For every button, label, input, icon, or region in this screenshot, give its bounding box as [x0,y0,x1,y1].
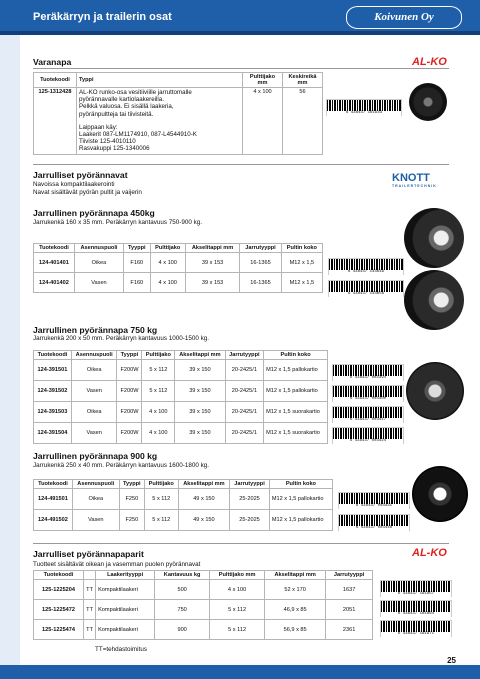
col-header: Asennuspuoli [72,480,119,489]
barcode: 6 438437 003424 [332,427,404,444]
table-row: 124-391501 Oikea F200W 5 x 112 39 x 150 20-2425/1 M12 x 1,5 pallokartio [34,360,328,381]
col-header: Asennuspuoli [71,351,117,360]
col-header: Keskireikä mm [283,73,323,88]
col-header: Jarrutyyppi [326,571,373,580]
col-header: Kantavuus kg [155,571,210,580]
col-header: Tyyppi [119,480,144,489]
alko-logo: AL-KO [412,547,447,559]
keskireika: 56 [283,88,323,155]
divider [33,164,449,165]
product-code: 125-1312428 [34,88,77,155]
col-header: Asennuspuoli [74,244,123,253]
desc-line: Tiiviste 125-4010110 [79,138,136,146]
footnote: TT=tehdastoimitus [95,646,147,653]
pulttijako: 4 x 100 [243,88,283,155]
col-header: Tuotekoodi [34,244,75,253]
col-header: Tuotekoodi [34,351,72,360]
col-header: Tyyppi [124,244,151,253]
n750-table [33,350,328,444]
table-row: 125-1225474 TT Kompaktilaakeri 900 5 x 112 56,9 x 85 2361 [34,620,373,640]
col-header: Laakerityyppi [96,571,155,580]
barcode: 6 438437 003394 [332,364,404,381]
n900-spec: Jarrukenkä 250 x 40 mm. Peräkärryn kantavuus 1600-1800 kg. [33,462,210,469]
table-row: 124-491501 Oikea F250 5 x 112 49 x 150 25-2025 M12 x 1,5 pallokartio [34,489,333,510]
footer-bar [0,665,480,679]
hub-image [404,208,464,268]
table-row: 124-391502 Vasen F200W 5 x 112 39 x 150 20-2425/1 M12 x 1,5 pallokartio [34,381,328,402]
col-header: Tyyppi [117,351,142,360]
col-header: Akselitappi mm [175,351,225,360]
table-row: 124-401401 Oikea F160 4 x 100 39 x 153 16-1365 M12 x 1,5 [34,253,323,273]
desc-line: Pelkkä valuosa. Ei sisällä laakeria, [79,103,174,111]
col-header: Akselitappi mm [265,571,326,580]
col-header: Pultin koko [269,480,332,489]
section-title: Jarrulliset pyörännavat [33,170,128,180]
barcode: 6 438437 161971 [380,620,452,637]
hub-image [404,270,464,330]
barcode: 6 438437 161957 [380,580,452,597]
n750-title: Jarrullinen pyörännapa 750 kg [33,325,158,335]
desc-line: Laakerit 087-LM1174910, 087-L4544910-K [79,131,197,139]
col-header: Tuotekoodi [34,571,84,580]
koivunen-logo: Koivunen Oy [346,6,462,29]
barcode: 6 438437 161964 [380,600,452,617]
col-header: Jarrutyyppi [240,244,282,253]
desc-line: Laippaan käy: [79,123,118,131]
varanapa-title: Varanapa [33,57,72,67]
barcode: 6 438437 003417 [332,406,404,423]
desc-line: pyöränpultteja tai tiivisteitä. [79,110,154,118]
col-header: Pulttijako [142,351,175,360]
section-line: Navat sisältävät pyörän pultit ja vaijerin [33,189,142,196]
col-header: Pulttijako [144,480,178,489]
hub-image [412,466,468,522]
hub-image [409,83,447,121]
col-header: Pultin koko [281,244,322,253]
parit-table [33,570,373,640]
barcode: 6 438437 003431 [338,492,410,509]
page-title: Peräkärryn ja trailerin osat [33,11,172,23]
hub-image [406,362,464,420]
table-row: 125-1225204 TT Kompaktilaakeri 500 4 x 100 52 x 170 1637 [34,580,373,600]
table-row: 124-401402 Vasen F160 4 x 100 39 x 153 16-1365 M12 x 1,5 [34,273,323,293]
col-header: Tuotekoodi [34,480,73,489]
parit-spec: Tuotteet sisältävät oikean ja vasemman puolen pyörännavat [33,561,201,568]
page-header [0,0,480,35]
n900-table [33,479,333,531]
n900-title: Jarrullinen pyörännapa 900 kg [33,451,158,461]
parit-title: Jarrulliset pyörännapaparit [33,549,144,559]
barcode: 6 438437 143649 [328,258,404,275]
barcode: 6 438437 143656 [328,280,404,297]
table-row: 124-391503 Oikea F200W 4 x 100 39 x 150 20-2425/1 M12 x 1,5 suorakartio [34,402,328,423]
divider [33,543,449,544]
n450-table [33,243,323,293]
n450-title: Jarrullinen pyörännapa 450kg [33,208,155,218]
col-header: Pulttijako mm [210,571,265,580]
col-header: Jarrutyyppi [225,351,264,360]
table-row: 125-1225472 TT Kompaktilaakeri 750 5 x 112 46,9 x 85 2051 [34,600,373,620]
page-number: 25 [447,656,456,665]
barcode: 6 438437 161933 [326,99,402,116]
col-header: Pulttijako mm [243,73,283,88]
side-stripe [0,0,20,679]
col-header: Typpi [77,73,243,88]
desc-line: Rasvakuppi 125-1340006 [79,145,150,153]
alko-logo: AL-KO [412,56,447,68]
col-header: Tuotekoodi [34,73,77,88]
table-row: 124-491502 Vasen F250 5 x 112 49 x 150 25-2025 M12 x 1,5 pallokartio [34,510,333,531]
divider [33,68,449,69]
col-header [84,571,96,580]
varanapa-table [33,72,323,155]
section-line: Navoissa kompaktilaakerointi [33,181,115,188]
table-row: 124-391504 Vasen F200W 4 x 100 39 x 150 20-2425/1 M12 x 1,5 suorakartio [34,423,328,444]
n750-spec: Jarrukenkä 200 x 50 mm. Peräkärryn kantavuus 1000-1500 kg. [33,335,210,342]
knott-logo: KNOTT TRAILERTECHNIK [392,172,437,188]
desc-line: AL-KO runko-osa vesitiiviille jarruttomalle [79,89,192,96]
barcode: 6 438437 003400 [332,385,404,402]
col-header: Akselitappi mm [185,244,239,253]
barcode: 6 438437 003448 [338,514,410,531]
col-header: Akselitappi mm [178,480,230,489]
desc-line: pyörännavalle kartiolaakereilla. [79,96,164,104]
col-header: Pultin koko [264,351,328,360]
col-header: Jarrutyyppi [230,480,270,489]
n450-spec: Jarrukenkä 160 x 35 mm. Peräkärryn kantavuus 750-900 kg. [33,219,203,226]
col-header: Pulttijako [150,244,185,253]
